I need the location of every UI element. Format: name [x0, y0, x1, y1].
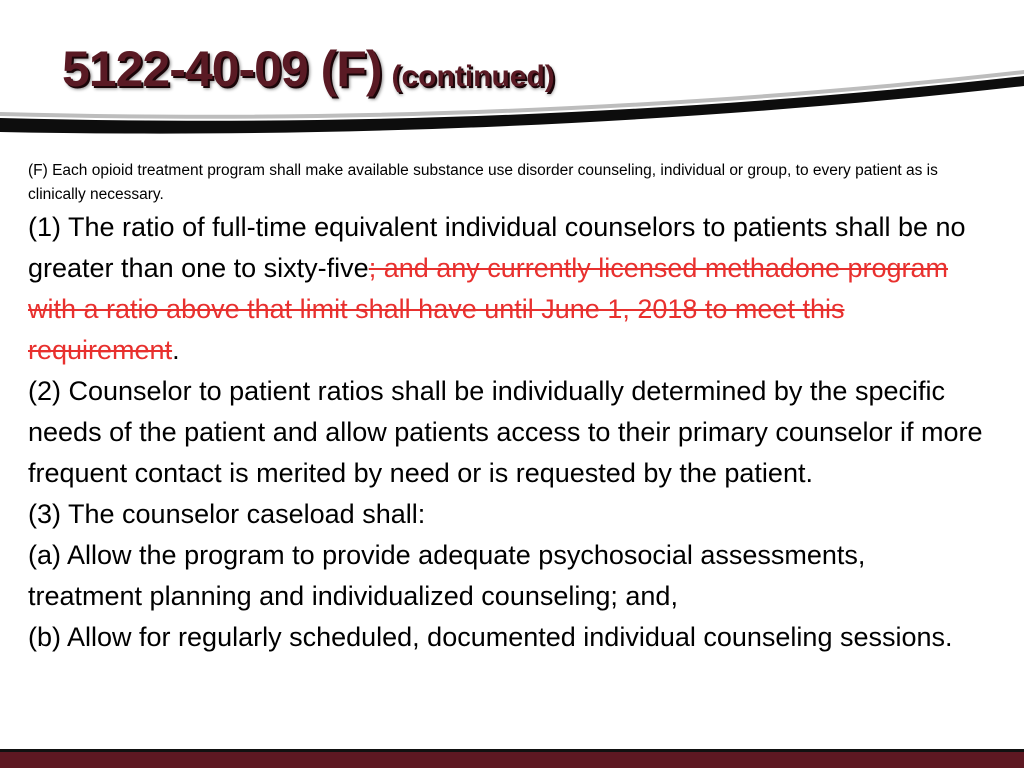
slide-body — [28, 159, 986, 658]
paragraph-1 — [28, 207, 986, 371]
paragraph-3b: (b) Allow for regularly scheduled, documented individual counseling sessions. — [28, 622, 953, 652]
title-subtitle: (continued) — [391, 60, 555, 93]
slide-title — [62, 40, 555, 102]
paragraph-1-end: . — [172, 335, 180, 365]
title-main: 5122-40-09 (F) — [62, 41, 382, 97]
paragraph-3: (3) The counselor caseload shall: — [28, 499, 426, 529]
footer-bar — [0, 752, 1024, 768]
paragraph-3a: (a) Allow the program to provide adequate psychosocial assessments, treatment planning and individualized counseling; and, — [28, 540, 866, 611]
paragraph-2: (2) Counselor to patient ratios shall be individually determined by the specific needs of the patient and allow patients access to their primary counselor if more frequent contact is merited by need or is requested by the patient. — [28, 376, 983, 488]
struck-text: ; and any currently licensed methadone program with a ratio above that limit shall have until June 1, 2018 to meet this requirement — [28, 253, 949, 365]
paragraph-1-text: (1) The ratio of full-time equivalent individual counselors to patients shall be no greater than one to sixty-five — [28, 212, 966, 283]
intro-paragraph: (F) Each opioid treatment program shall make available substance use disorder counseling, individual or group, to every patient as is clinically necessary. — [28, 162, 938, 203]
